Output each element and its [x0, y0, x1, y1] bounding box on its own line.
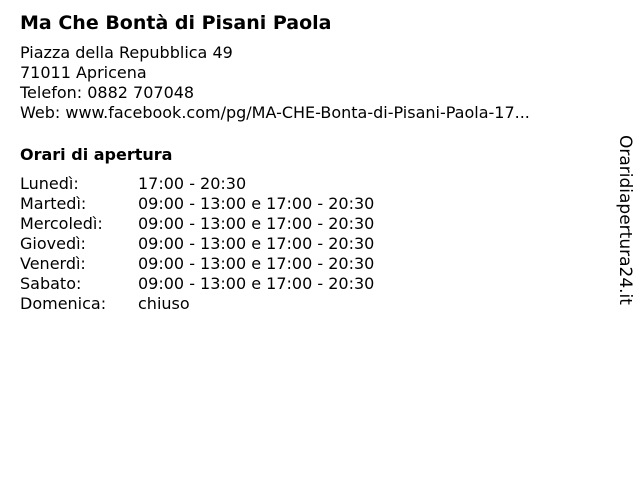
shop-address: Piazza della Repubblica 49	[20, 43, 233, 62]
hours-day: Sabato:	[20, 274, 82, 293]
hours-row-friday	[20, 254, 374, 274]
hours-row-saturday	[20, 274, 374, 294]
hours-time: chiuso	[138, 294, 190, 313]
hours-row-tuesday	[20, 194, 374, 214]
opening-hours-table	[20, 174, 374, 314]
hours-time: 09:00 - 13:00 e 17:00 - 20:30	[138, 214, 375, 233]
hours-day: Venerdì:	[20, 254, 86, 273]
hours-day: Domenica:	[20, 294, 107, 313]
hours-row-thursday	[20, 234, 374, 254]
hours-time: 09:00 - 13:00 e 17:00 - 20:30	[138, 274, 375, 293]
hours-row-wednesday	[20, 214, 374, 234]
hours-day: Giovedì:	[20, 234, 86, 253]
hours-time: 09:00 - 13:00 e 17:00 - 20:30	[138, 254, 375, 273]
hours-time: 17:00 - 20:30	[138, 174, 247, 193]
site-watermark: Oraridiapertura24.it	[615, 135, 635, 305]
shop-city: 71011 Apricena	[20, 63, 147, 82]
shop-name: Ma Che Bontà di Pisani Paola	[20, 12, 332, 34]
hours-day: Mercoledì:	[20, 214, 103, 233]
opening-hours-title: Orari di apertura	[20, 145, 173, 164]
hours-time: 09:00 - 13:00 e 17:00 - 20:30	[138, 194, 375, 213]
hours-row-monday	[20, 174, 374, 194]
shop-website[interactable]: Web: www.facebook.com/pg/MA-CHE-Bonta-di-Pisani-Paola-17...	[20, 103, 530, 122]
hours-row-sunday	[20, 294, 374, 314]
hours-day: Lunedì:	[20, 174, 79, 193]
shop-phone: Telefon: 0882 707048	[20, 83, 195, 102]
shop-info	[20, 43, 530, 123]
hours-day: Martedì:	[20, 194, 87, 213]
hours-time: 09:00 - 13:00 e 17:00 - 20:30	[138, 234, 375, 253]
